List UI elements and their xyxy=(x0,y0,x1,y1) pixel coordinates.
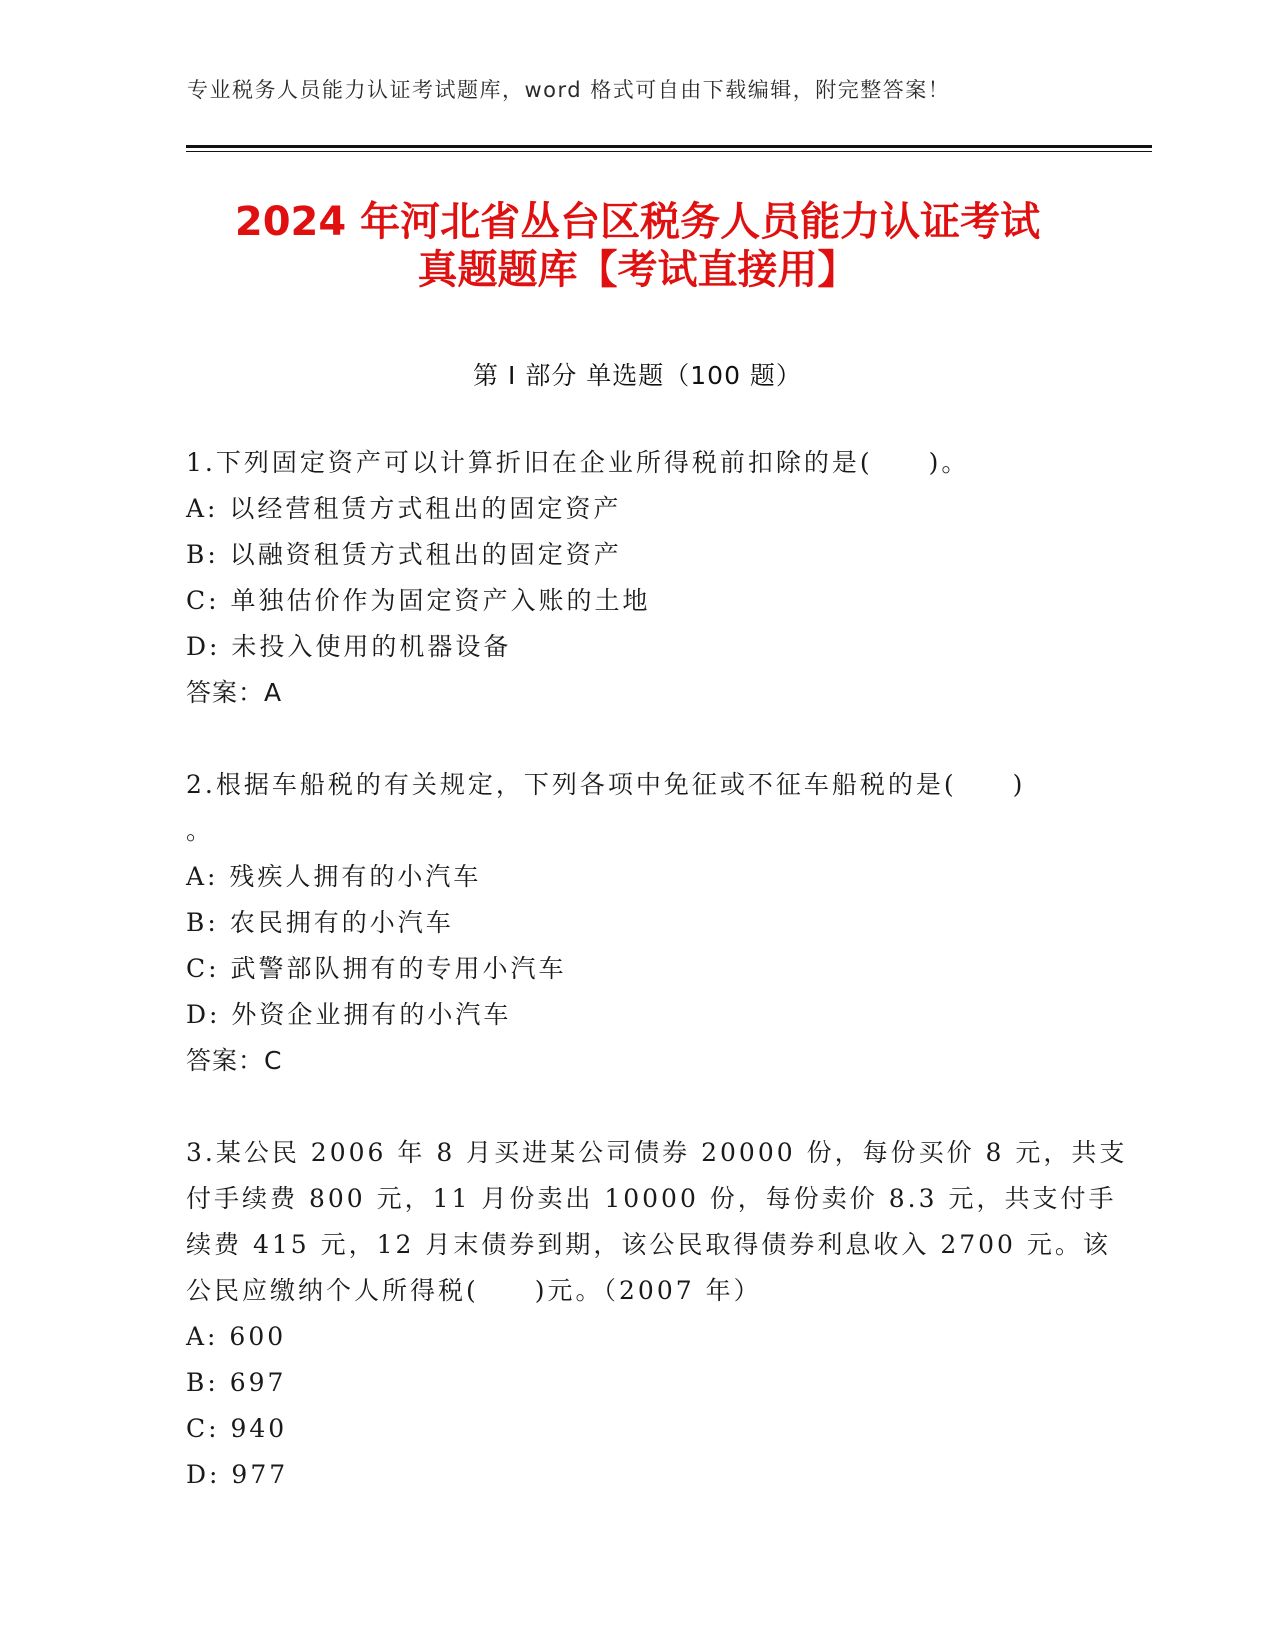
answer-line: 答案：A xyxy=(186,678,283,707)
option-b: B: 以融资租赁方式租出的固定资产 xyxy=(186,540,622,569)
question-1 xyxy=(186,440,1086,716)
question-stem-continued: 付手续费 800 元，11 月份卖出 10000 份，每份卖价 8.3 元，共支付手 xyxy=(186,1184,1117,1213)
question-stem: 3.某公民 2006 年 8 月买进某公司债券 20000 份，每份买价 8 元，共支 xyxy=(186,1138,1128,1167)
header-rule-thin xyxy=(186,151,1152,152)
title-line-1: 2024 年河北省丛台区税务人员能力认证考试 xyxy=(234,199,1041,245)
option-a: A: 残疾人拥有的小汽车 xyxy=(186,862,482,891)
question-2 xyxy=(186,762,1086,1084)
header-note: 专业税务人员能力认证考试题库，word 格式可自由下载编辑，附完整答案！ xyxy=(187,78,951,102)
question-list xyxy=(186,440,1128,1498)
title-line-2: 真题题库【考试直接用】 xyxy=(417,247,858,293)
question-stem: 2.根据车船税的有关规定，下列各项中免征或不征车船税的是( ) xyxy=(186,770,1026,799)
option-a: A: 600 xyxy=(186,1322,287,1351)
option-c: C: 武警部队拥有的专用小汽车 xyxy=(186,954,567,983)
option-c: C: 940 xyxy=(186,1414,288,1443)
question-3 xyxy=(186,1130,1128,1498)
question-stem-continued: 。 xyxy=(186,816,215,845)
option-b: B: 农民拥有的小汽车 xyxy=(186,908,454,937)
document-title xyxy=(150,198,1125,294)
option-d: D: 未投入使用的机器设备 xyxy=(186,632,512,661)
option-c: C: 单独估价作为固定资产入账的土地 xyxy=(186,586,651,615)
section-title: 第 I 部分 单选题（100 题） xyxy=(473,361,802,390)
option-d: D: 977 xyxy=(186,1460,289,1489)
option-b: B: 697 xyxy=(186,1368,287,1397)
option-a: A: 以经营租赁方式租出的固定资产 xyxy=(186,494,622,523)
question-stem-continued: 续费 415 元，12 月末债券到期，该公民取得债券利息收入 2700 元。该 xyxy=(186,1230,1111,1259)
header-rule-thick xyxy=(186,145,1152,148)
question-stem: 1.下列固定资产可以计算折旧在企业所得税前扣除的是( )。 xyxy=(186,448,970,477)
question-stem-continued: 公民应缴纳个人所得税( )元。（2007 年） xyxy=(186,1276,762,1305)
answer-line: 答案：C xyxy=(186,1046,283,1075)
option-d: D: 外资企业拥有的小汽车 xyxy=(186,1000,512,1029)
